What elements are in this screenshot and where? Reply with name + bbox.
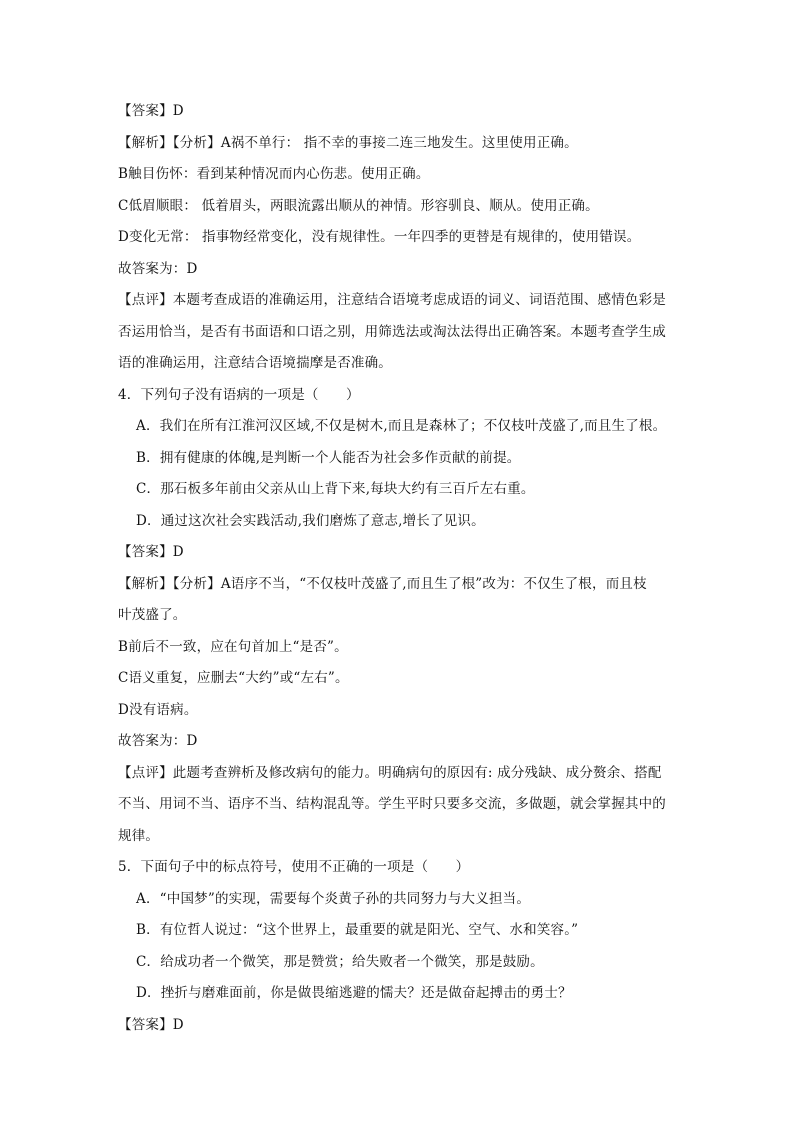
answer-label: 【答案】D [118, 103, 184, 119]
comment-line: 语的准确运用，注意结合语境揣摩是否准确。 [118, 355, 392, 371]
question-4-option-a: A．我们在所有江淮河汉区域,不仅是树木,而且是森林了；不仅枝叶茂盛了,而且生了根。 [136, 418, 667, 434]
question-5-option-d: D．挫折与磨难面前，你是做畏缩逃避的懦夫？还是做奋起搏击的勇士？ [136, 985, 572, 1001]
analysis-line: 叶茂盛了。 [118, 607, 187, 623]
question-4-option-c: C．那石板多年前由父亲从山上背下来,每块大约有三百斤左右重。 [136, 481, 535, 497]
question-5-stem: 5．下面句子中的标点符号，使用不正确的一项是（ ） [118, 859, 470, 875]
comment-line: 【点评】此题考查辨析及修改病句的能力。明确病句的原因有: 成分残缺、成分赘余、搭配 [118, 765, 662, 781]
analysis-line: D变化无常： 指事物经常变化，没有规律性。一年四季的更替是有规律的，使用错误。 [118, 229, 641, 245]
comment-line: 否运用恰当，是否有书面语和口语之别，用筛选法或淘汰法得出正确答案。本题考查学生成 [118, 324, 666, 340]
comment-line: 规律。 [118, 828, 160, 844]
question-4-option-d: D．通过这次社会实践活动,我们磨炼了意志,增长了见识。 [136, 513, 485, 529]
analysis-line: 【解析】【分析】A祸不单行： 指不幸的事接二连三地发生。这里使用正确。 [118, 135, 578, 151]
question-5-option-c: C．给成功者一个微笑，那是赞赏；给失败者一个微笑，那是鼓励。 [136, 954, 544, 970]
question-5-option-b: B．有位哲人说过：“这个世界上，最重要的就是阳光、空气、水和笑容。” [136, 922, 579, 938]
question-5-option-a: A．“中国梦”的实现，需要每个炎黄子孙的共同努力与大义担当。 [136, 891, 531, 907]
final-answer: 故答案为：D [118, 733, 198, 749]
comment-line: 不当、用词不当、语序不当、结构混乱等。学生平时只要多交流，多做题，就会掌握其中的 [118, 796, 666, 812]
final-answer: 故答案为：D [118, 261, 198, 277]
analysis-line: B前后不一致，应在句首加上“是否”。 [118, 639, 348, 655]
comment-line: 【点评】本题考查成语的准确运用，注意结合语境考虑成语的词义、词语范围、感情色彩是 [118, 292, 666, 308]
analysis-line: 【解析】【分析】A语序不当，“不仅枝叶茂盛了,而且生了根”改为：不仅生了根，而且枝 [118, 576, 647, 592]
question-4-stem: 4．下列句子没有语病的一项是（ ） [118, 387, 360, 403]
analysis-line: B触目伤怀：看到某种情况而内心伤悲。使用正确。 [118, 166, 430, 182]
analysis-line: D没有语病。 [118, 702, 198, 718]
answer-label: 【答案】D [118, 1017, 184, 1033]
analysis-line: C语义重复，应删去“大约”或“左右”。 [118, 670, 349, 686]
analysis-line: C低眉顺眼： 低着眉头，两眼流露出顺从的神情。形容驯良、顺从。使用正确。 [118, 198, 599, 214]
question-4-option-b: B．拥有健康的体魄,是判断一个人能否为社会多作贡献的前提。 [136, 450, 521, 466]
answer-label: 【答案】D [118, 544, 184, 560]
